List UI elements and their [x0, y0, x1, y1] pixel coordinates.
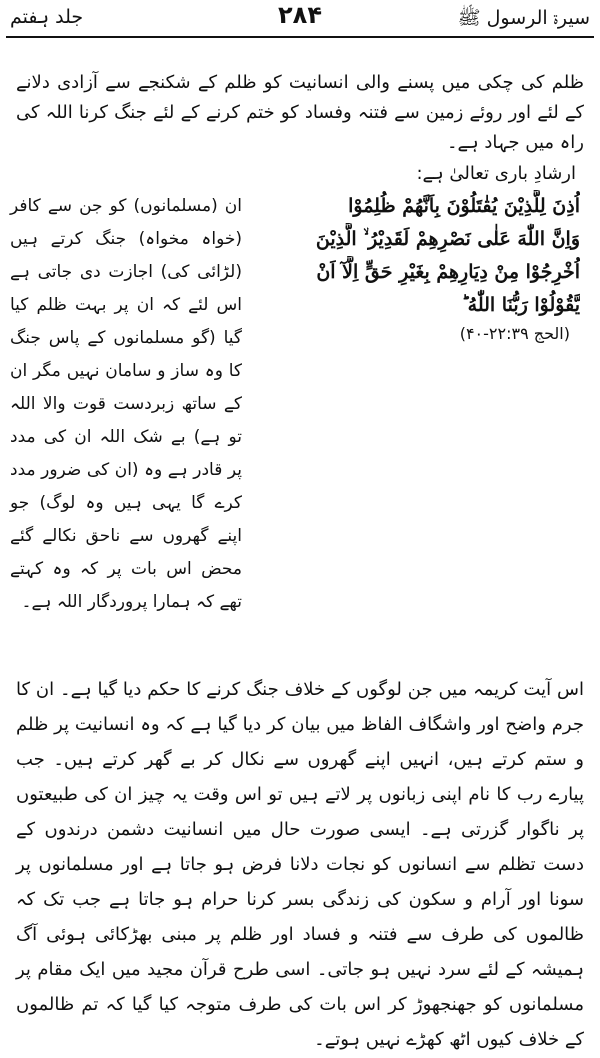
intro-text: ظلم کی چکی میں پسنے والی انسانیت کو ظلم کے شکنجے سے آزادی دلانے کے لئے اور روئے زمین سے فتنہ وفساد کو ختم کرنے کے لئے جنگ کرنا اللہ کی راہ میں جہاد ہے۔ — [16, 72, 584, 153]
header-rule — [6, 36, 594, 38]
page-number: ۲۸۴ — [278, 1, 322, 29]
body-paragraph: اس آیت کریمہ میں جن لوگوں کے خلاف جنگ کرنے کا حکم دیا گیا ہے۔ ان کا جرم واضح اور واشگاف الفاظ میں بیان کر دیا گیا ہے کہ وہ انسانیت پر ظلم و ستم کرتے ہیں، انہیں اپنے گھروں سے نکال کر بے گھر کرتے ہیں۔ جب پیارے رب کا نام اپنی زبانوں پر لاتے ہیں تو اس وقت یہ چیز ان کی طبیعتوں پر ناگوار گزرتی ہے۔ ایسی صورت حال میں انسانیت دشمن درندوں کے دست تظلم سے انسانوں کو نجات دلانا فرض ہو جاتا ہے اور مسلمانوں پر سونا اور آرام و سکون کی زندگی بسر کرنا حرام ہو جاتا ہے جب تک کہ ظالموں کی طرف سے فتنہ و فساد اور ظلم پر مبنی بھڑکائی ہوئی آگ ہمیشہ کے لئے سرد نہیں ہو جاتی۔ اسی طرح قرآن مجید میں ایک مقام پر مسلمانوں کو جھنجھوڑ کر اس بات کی طرف متوجہ کیا گیا کہ تم ظالموں کے خلاف کیوں اٹھ کھڑے نہیں ہوتے۔ — [16, 679, 584, 1050]
verse-line: وَاِنَّ اللّٰهَ عَلٰى نَصْرِهِمْ لَقَدِيْرُ ۙ الَّذِيْنَ — [315, 228, 580, 250]
verse-line: اُخْرِجُوْا مِنْ دِيَارِهِمْ بِغَيْرِ حَقٍّ اِلَّآ اَنْ — [316, 261, 580, 283]
volume-label: جلد ہفتم — [10, 6, 84, 28]
irshad-label: ارشادِ باری تعالیٰ ہے: — [416, 163, 576, 184]
page-header — [0, 0, 600, 36]
quran-verse — [264, 190, 580, 322]
verse-reference: (الحج ۲۲:۳۹-۴۰) — [459, 324, 570, 343]
verse-translation: ان (مسلمانوں) کو جن سے کافر (خواہ مخواہ) جنگ کرتے ہیں (لڑائی کی) اجازت دی جاتی ہے اس لئے کہ ان پر بہت ظلم کیا گیا (گو مسلمانوں کے پاس جنگ کا وہ ساز و سامان نہیں مگر ان کے ساتھ زبردست قوت والا اللہ تو ہے) بے شک اللہ ان کی مدد پر قادر ہے وہ (ان کی ضرور مدد کرے گا یہی ہیں وہ لوگ) جو اپنے گھروں سے ناحق نکالے گئے محض اس بات پر کہ وہ کہتے تھے کہ ہمارا پروردگار اللہ ہے۔ — [10, 196, 242, 612]
verse-line: يَّقُوْلُوْا رَبُّنَا اللّٰهُ ؕ — [461, 294, 580, 316]
book-title: سیرۃ الرسول ﷺ — [457, 7, 590, 29]
verse-line: اُذِنَ لِلَّذِيْنَ يُقٰتَلُوْنَ بِاَنَّهُمْ ظُلِمُوْا — [348, 195, 580, 217]
intro-paragraph — [16, 68, 584, 158]
